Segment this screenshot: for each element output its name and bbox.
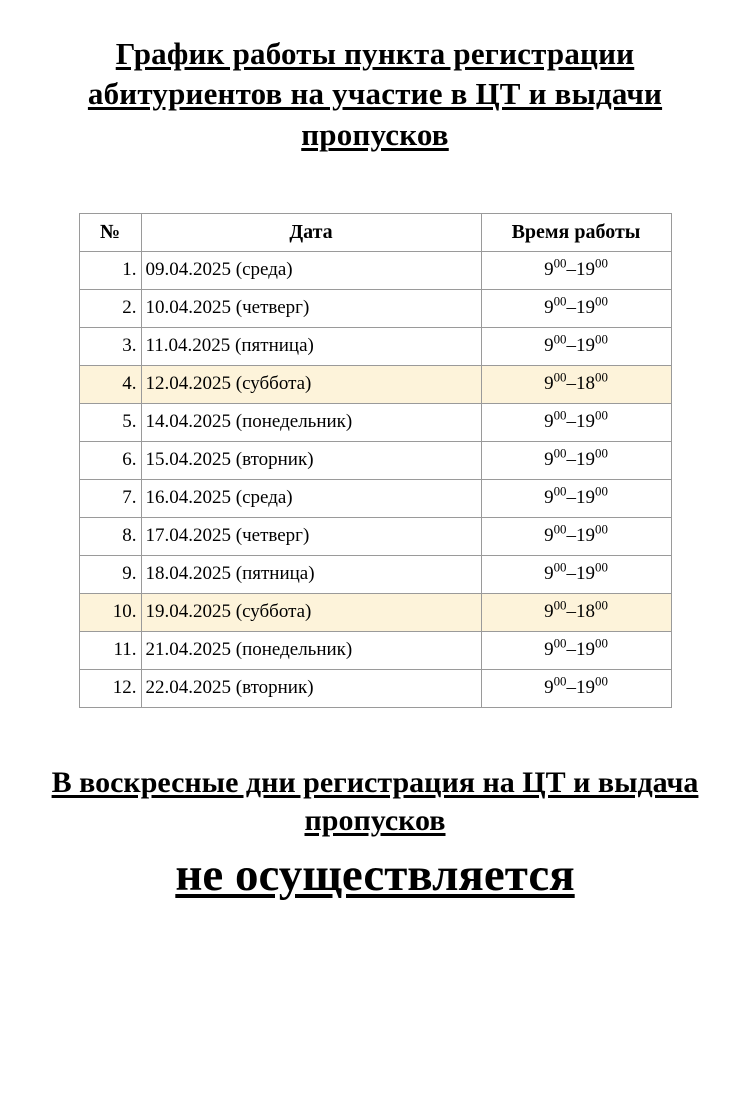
table-header-row <box>79 213 671 251</box>
row-number: 2. <box>79 289 141 327</box>
time-from-minutes: 00 <box>553 674 567 690</box>
time-to-hour: 18 <box>576 373 595 395</box>
row-date: 18.04.2025 (пятница) <box>141 555 481 593</box>
time-to-minutes: 00 <box>595 408 608 424</box>
row-date: 12.04.2025 (суббота) <box>141 365 481 403</box>
time-from-minutes: 00 <box>553 560 567 576</box>
row-time <box>481 517 671 555</box>
time-to-minutes: 00 <box>595 370 608 386</box>
time-to-minutes: 00 <box>595 560 608 576</box>
row-date: 21.04.2025 (понедельник) <box>141 631 481 669</box>
table-row <box>79 631 671 669</box>
time-range-dash: – <box>566 639 576 661</box>
table-row <box>79 593 671 631</box>
time-to-hour: 19 <box>576 411 595 433</box>
time-to-hour: 18 <box>576 601 595 623</box>
row-number: 4. <box>79 365 141 403</box>
column-header-number: № <box>79 213 141 251</box>
row-number: 5. <box>79 403 141 441</box>
time-to-hour: 19 <box>576 449 595 471</box>
row-time <box>481 479 671 517</box>
time-to-minutes: 00 <box>595 674 608 690</box>
time-range-dash: – <box>566 259 576 281</box>
row-number: 1. <box>79 251 141 289</box>
table-header <box>79 213 671 251</box>
time-from-minutes: 00 <box>553 636 567 652</box>
time-from-minutes: 00 <box>553 294 567 310</box>
row-number: 9. <box>79 555 141 593</box>
time-from-minutes: 00 <box>553 256 567 272</box>
time-from-hour: 9 <box>544 563 554 585</box>
time-range-dash: – <box>566 335 576 357</box>
time-range-dash: – <box>566 677 576 699</box>
time-from-hour: 9 <box>544 411 554 433</box>
table-row <box>79 403 671 441</box>
time-from-hour: 9 <box>544 373 554 395</box>
time-to-hour: 19 <box>576 677 595 699</box>
time-to-hour: 19 <box>576 487 595 509</box>
row-time <box>481 593 671 631</box>
row-number: 7. <box>79 479 141 517</box>
time-from-hour: 9 <box>544 335 554 357</box>
row-number: 11. <box>79 631 141 669</box>
row-date: 09.04.2025 (среда) <box>141 251 481 289</box>
row-time <box>481 365 671 403</box>
row-time <box>481 441 671 479</box>
row-date: 10.04.2025 (четверг) <box>141 289 481 327</box>
row-time <box>481 555 671 593</box>
time-range-dash: – <box>566 525 576 547</box>
time-range-dash: – <box>566 297 576 319</box>
time-from-minutes: 00 <box>553 408 567 424</box>
time-range-dash: – <box>566 487 576 509</box>
time-to-minutes: 00 <box>595 332 608 348</box>
table-row <box>79 669 671 707</box>
time-to-minutes: 00 <box>595 522 608 538</box>
footer-note-line-1: В воскресные дни регистрация на ЦТ и выдача пропусков <box>51 765 699 838</box>
time-from-hour: 9 <box>544 601 554 623</box>
column-header-date: Дата <box>141 213 481 251</box>
table-row <box>79 517 671 555</box>
row-date: 17.04.2025 (четверг) <box>141 517 481 555</box>
time-range-dash: – <box>566 601 576 623</box>
time-from-minutes: 00 <box>553 484 567 500</box>
table-row <box>79 479 671 517</box>
row-time <box>481 289 671 327</box>
time-range-dash: – <box>566 411 576 433</box>
table-row <box>79 251 671 289</box>
row-number: 12. <box>79 669 141 707</box>
page-title: График работы пункта регистрации абитуриентов на участие в ЦТ и выдачи пропусков <box>87 36 663 152</box>
time-to-minutes: 00 <box>595 484 608 500</box>
schedule-table <box>79 213 672 708</box>
schedule-table-container <box>28 213 722 708</box>
time-from-hour: 9 <box>544 487 554 509</box>
time-from-hour: 9 <box>544 449 554 471</box>
row-time <box>481 327 671 365</box>
row-date: 14.04.2025 (понедельник) <box>141 403 481 441</box>
row-time <box>481 669 671 707</box>
time-from-minutes: 00 <box>553 522 567 538</box>
row-number: 3. <box>79 327 141 365</box>
time-to-minutes: 00 <box>595 598 608 614</box>
time-from-hour: 9 <box>544 677 554 699</box>
time-to-hour: 19 <box>576 335 595 357</box>
time-to-hour: 19 <box>576 563 595 585</box>
time-from-minutes: 00 <box>553 598 567 614</box>
row-number: 8. <box>79 517 141 555</box>
document-page <box>0 34 750 1094</box>
row-date: 22.04.2025 (вторник) <box>141 669 481 707</box>
table-row <box>79 365 671 403</box>
row-number: 6. <box>79 441 141 479</box>
row-time <box>481 403 671 441</box>
time-from-hour: 9 <box>544 639 554 661</box>
row-date: 16.04.2025 (среда) <box>141 479 481 517</box>
time-range-dash: – <box>566 373 576 395</box>
time-from-hour: 9 <box>544 525 554 547</box>
table-row <box>79 441 671 479</box>
time-to-minutes: 00 <box>595 446 608 462</box>
row-date: 19.04.2025 (суббота) <box>141 593 481 631</box>
time-range-dash: – <box>566 449 576 471</box>
time-to-minutes: 00 <box>595 636 608 652</box>
time-to-hour: 19 <box>576 639 595 661</box>
time-to-hour: 19 <box>576 259 595 281</box>
row-time <box>481 251 671 289</box>
table-row <box>79 289 671 327</box>
row-time <box>481 631 671 669</box>
row-date: 15.04.2025 (вторник) <box>141 441 481 479</box>
time-from-hour: 9 <box>544 259 554 281</box>
column-header-time: Время работы <box>481 213 671 251</box>
time-to-minutes: 00 <box>595 256 608 272</box>
time-range-dash: – <box>566 563 576 585</box>
time-from-minutes: 00 <box>553 446 567 462</box>
table-body <box>79 251 671 707</box>
time-to-hour: 19 <box>576 297 595 319</box>
time-from-minutes: 00 <box>553 370 567 386</box>
footer-note-line-2: не осуществляется <box>175 848 575 901</box>
table-row <box>79 555 671 593</box>
time-from-minutes: 00 <box>553 332 567 348</box>
time-to-minutes: 00 <box>595 294 608 310</box>
row-date: 11.04.2025 (пятница) <box>141 327 481 365</box>
table-row <box>79 327 671 365</box>
row-number: 10. <box>79 593 141 631</box>
time-from-hour: 9 <box>544 297 554 319</box>
footer-note <box>28 764 722 901</box>
time-to-hour: 19 <box>576 525 595 547</box>
